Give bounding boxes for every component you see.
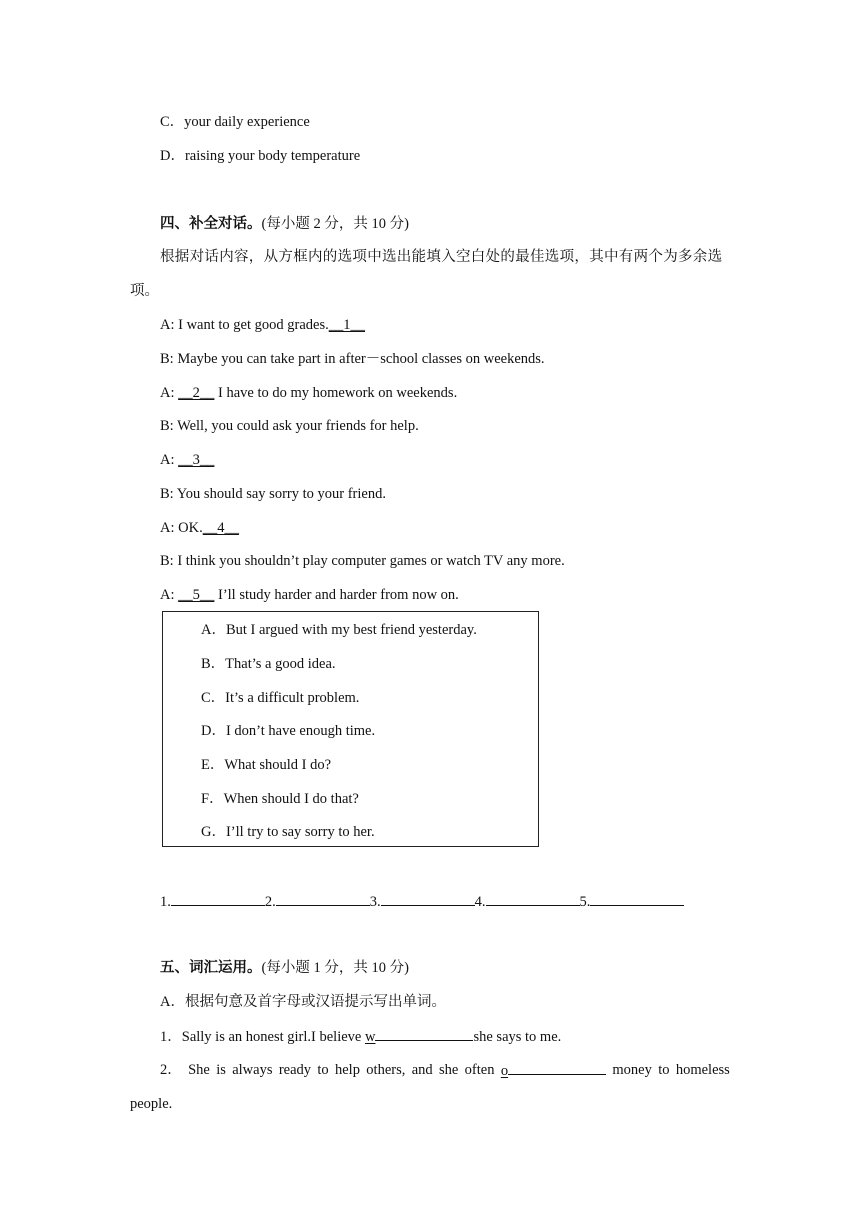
section4-instruction-line1: 根据对话内容，从方框内的选项中选出能填入空白处的最佳选项，其中有两个为多余选	[160, 249, 723, 265]
dialogue-text: B: Maybe you can take part in after－school classes on weekends.	[160, 351, 545, 367]
q2-word: to	[658, 1062, 670, 1078]
dialogue-text: I’ll study harder and harder from now on.	[214, 587, 459, 603]
option-item: F．When should I do that?	[201, 791, 359, 807]
option-item: B．That’s a good idea.	[201, 656, 336, 672]
dialogue-line	[160, 484, 386, 504]
option-item: C．It’s a difficult problem.	[201, 690, 360, 706]
question-2-line1	[160, 1060, 730, 1081]
question-2-line2: people.	[130, 1096, 173, 1112]
dialogue-line	[160, 315, 365, 335]
q2-word: help	[334, 1062, 360, 1078]
option-item: E．What should I do?	[201, 757, 332, 773]
option-item: A．But I argued with my best friend yesterday.	[201, 622, 477, 638]
answer-row	[160, 891, 684, 912]
section5-heading: 五、词汇运用。	[160, 960, 262, 976]
dialogue-line	[160, 450, 214, 470]
q2-word: money	[612, 1062, 652, 1078]
q2-word: She	[188, 1062, 210, 1078]
blank-2: __2__	[178, 385, 215, 401]
dialogue-text: I have to do my homework on weekends.	[214, 385, 458, 401]
answer-blank[interactable]	[590, 891, 684, 906]
option-c-text: C．your daily experience	[160, 114, 310, 130]
section4-score: (每小题 2 分，共 10 分)	[261, 216, 409, 232]
dialogue-line	[160, 551, 565, 571]
answer-blank[interactable]	[486, 891, 580, 906]
answer-label: 3.	[369, 894, 381, 910]
q2-word: is	[216, 1062, 226, 1078]
section5-score: (每小题 1 分，共 10 分)	[261, 960, 409, 976]
hint-letter: w	[364, 1029, 376, 1045]
dialogue-line	[160, 585, 459, 605]
answer-blank[interactable]	[381, 891, 475, 906]
dialogue-text: A:	[160, 452, 179, 468]
dialogue-text: A:	[160, 587, 179, 603]
dialogue-text: B: Well, you could ask your friends for help.	[160, 418, 419, 434]
question-text: 1．Sally is an honest girl.I believe	[160, 1029, 365, 1045]
dialogue-line	[160, 518, 239, 538]
section4-title	[160, 214, 409, 234]
hint-letter: o	[500, 1063, 509, 1079]
section5-part-a: A．根据句意及首字母或汉语提示写出单词。	[160, 994, 446, 1010]
blank-1: __1__	[328, 317, 365, 333]
q2-word: others,	[366, 1062, 406, 1078]
question-text: she says to me.	[473, 1029, 562, 1045]
answer-label: 2.	[264, 894, 276, 910]
option-d-text: D．raising your body temperature	[160, 148, 361, 164]
dialogue-text: A: I want to get good grades.	[160, 317, 329, 333]
option-item: G．I’ll try to say sorry to her.	[201, 824, 375, 840]
q2-blank-group	[501, 1060, 606, 1081]
section4-instruction-line2: 项。	[130, 283, 159, 299]
q2-word: homeless	[675, 1062, 730, 1078]
q2-word: to	[317, 1062, 329, 1078]
blank-4: __4__	[202, 520, 239, 536]
dialogue-text: A:	[160, 385, 179, 401]
options-box	[162, 611, 539, 847]
answer-blank[interactable]	[171, 891, 265, 906]
dialogue-line	[160, 383, 457, 403]
section4-heading: 四、补全对话。	[160, 216, 262, 232]
option-item: D．I don’t have enough time.	[201, 723, 376, 739]
q2-word: 2．	[160, 1062, 182, 1078]
q2-word: she	[438, 1062, 459, 1078]
q2-word: always	[232, 1062, 273, 1078]
blank-5: __5__	[178, 587, 215, 603]
blank-3: __3__	[178, 452, 215, 468]
dialogue-text: B: I think you shouldn’t play computer games or watch TV any more.	[160, 553, 565, 569]
q2-word: ready	[278, 1062, 312, 1078]
answer-label: 5.	[579, 894, 591, 910]
question-1	[160, 1026, 561, 1047]
q2-word: often	[464, 1062, 495, 1078]
question-2-blank[interactable]	[508, 1060, 606, 1075]
dialogue-text: A: OK.	[160, 520, 203, 536]
dialogue-line	[160, 349, 545, 369]
answer-blank[interactable]	[276, 891, 370, 906]
section5-title	[160, 958, 409, 978]
dialogue-text: B: You should say sorry to your friend.	[160, 486, 386, 502]
answer-label: 1.	[160, 894, 171, 910]
q2-word: and	[411, 1062, 433, 1078]
question-1-blank[interactable]	[375, 1026, 473, 1041]
dialogue-line	[160, 416, 419, 436]
answer-label: 4.	[474, 894, 486, 910]
